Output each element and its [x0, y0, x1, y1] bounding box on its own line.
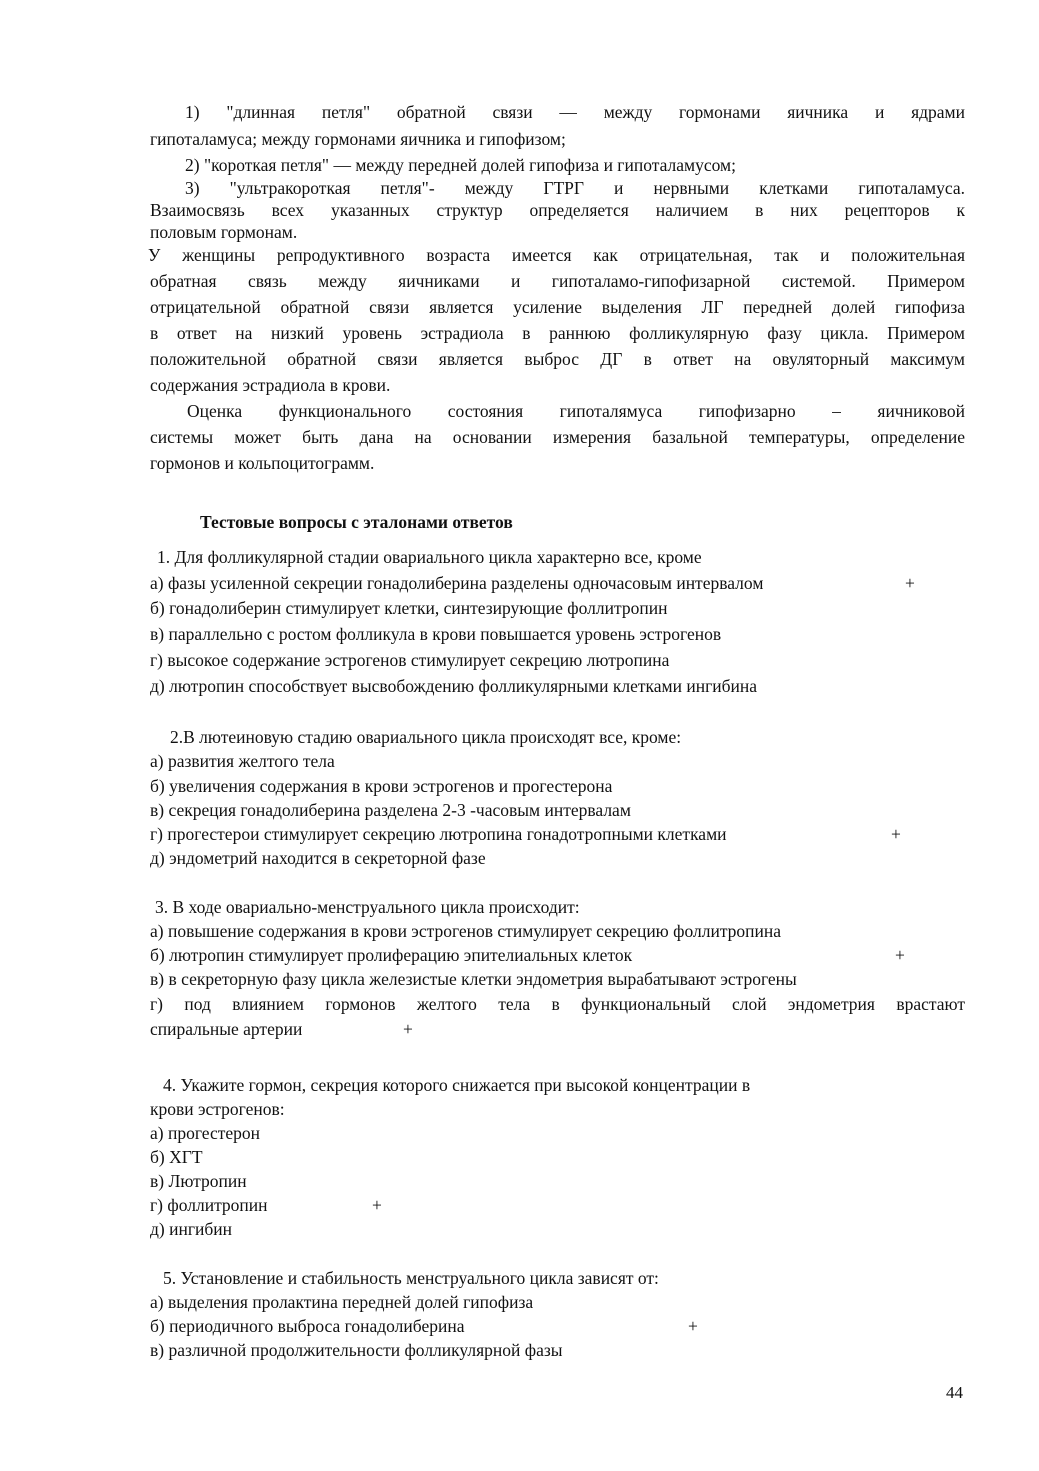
para2-line-2: системы может быть дана на основании измерения базальной температуры, определение: [150, 427, 965, 447]
para2-line-1: Оценка функционального состояния гипоталямуса гипофизарно – яичниковой: [187, 401, 965, 421]
q5-option-c: в) различной продолжительности фолликулярной фазы: [150, 1340, 563, 1360]
q4-question-line-1: 4. Укажите гормон, секреция которого снижается при высокой концентрации в: [163, 1075, 751, 1095]
q2-option-c: в) секреция гонадолиберина разделена 2-3 -часовым интервалам: [150, 800, 631, 820]
q1-option-d: г) высокое содержание эстрогенов стимулирует секрецию лютропина: [150, 650, 670, 670]
intro-line-3: 2) "короткая петля" — между передней долей гипофиза и гипоталамусом;: [185, 155, 736, 175]
q2-option-d: г) прогестерои стимулирует секрецию лютропина гонадотропными клетками: [150, 824, 727, 844]
q2-option-e: д) эндометрий находится в секреторной фазе: [150, 848, 486, 868]
para1-line-5: положительной обратной связи является выброс ДГ в ответ на овуляторный максимум: [150, 349, 965, 369]
para1-line-3: отрицательной обратной связи является усиление выделения ЛГ передней долей гипофиза: [150, 297, 965, 317]
q1-correct-mark: +: [905, 573, 915, 593]
q4-option-e: д) ингибин: [150, 1219, 233, 1239]
q1-option-c: в) параллельно с ростом фолликула в крови повышается уровень эстрогенов: [150, 624, 722, 644]
q4-question-line-2: крови эстрогенов:: [150, 1099, 285, 1119]
q5-question: 5. Установление и стабильность менструального цикла зависят от:: [163, 1268, 659, 1288]
q4-option-b: б) ХГТ: [150, 1147, 203, 1167]
q2-option-b: б) увеличения содержания в крови эстрогенов и прогестерона: [150, 776, 613, 796]
q5-option-a: а) выделения пролактина передней долей гипофиза: [150, 1292, 534, 1312]
q3-question: 3. В ходе овариально-менструального цикла происходит:: [155, 897, 580, 917]
q1-question: 1. Для фолликулярной стадии овариального цикла характерно все, кроме: [157, 547, 702, 567]
q3-option-d-line-2: спиральные артерии: [150, 1019, 303, 1039]
q4-correct-mark: +: [372, 1195, 382, 1215]
q1-option-e: д) лютропин способствует высвобождению фолликулярными клетками ингибина: [150, 676, 758, 696]
q4-option-a: а) прогестерон: [150, 1123, 261, 1143]
intro-line-4: 3) "ультракороткая петля"- между ГТРГ и нервными клетками гипоталамуса.: [185, 178, 965, 198]
q3-option-c: в) в секреторную фазу цикла железистые клетки эндометрия вырабатывают эстрогены: [150, 969, 797, 989]
para1-line-2: обратная связь между яичниками и гипоталамо-гипофизарной системой. Примером: [150, 271, 965, 291]
intro-line-2: гипоталамуса; между гормонами яичника и гипофизом;: [150, 129, 566, 149]
q3-correct-mark-d: +: [403, 1019, 413, 1039]
q2-correct-mark: +: [891, 824, 901, 844]
intro-line-5: Взаимосвязь всех указанных структур определяется наличием в них рецепторов к: [150, 200, 965, 220]
section-heading: Тестовые вопросы с эталонами ответов: [200, 512, 513, 532]
q1-option-a: а) фазы усиленной секреции гонадолиберина разделены одночасовым интервалом: [150, 573, 764, 593]
q1-option-b: б) гонадолиберин стимулирует клетки, синтезирующие фоллитропин: [150, 598, 668, 618]
q3-option-a: а) повышение содержания в крови эстрогенов стимулирует секрецию фоллитропина: [150, 921, 782, 941]
q3-correct-mark-b: +: [895, 945, 905, 965]
intro-line-6: половым гормонам.: [150, 222, 298, 242]
q3-option-b: б) лютропин стимулирует пролиферацию эпителиальных клеток: [150, 945, 633, 965]
para1-line-1: У женщины репродуктивного возраста имеется как отрицательная, так и положительная: [148, 245, 965, 265]
q2-question: 2.В лютеиновую стадию овариального цикла происходят все, кроме:: [170, 727, 682, 747]
para1-line-4: в ответ на низкий уровень эстрадиола в раннюю фолликулярную фазу цикла. Примером: [150, 323, 965, 343]
page-number: 44: [946, 1383, 963, 1402]
q4-option-d: г) фоллитропин: [150, 1195, 268, 1215]
q2-option-a: а) развития желтого тела: [150, 751, 335, 771]
para2-line-3: гормонов и кольпоцитограмм.: [150, 453, 375, 473]
intro-line-1: 1) "длинная петля" обратной связи — между гормонами яичника и ядрами: [185, 102, 965, 122]
para1-line-6: содержания эстрадиола в крови.: [150, 375, 391, 395]
q5-option-b: б) периодичного выброса гонадолиберина: [150, 1316, 465, 1336]
q4-option-c: в) Лютропин: [150, 1171, 247, 1191]
q3-option-d-line-1: г) под влиянием гормонов желтого тела в функциональный слой эндометрия врастают: [150, 994, 965, 1014]
q5-correct-mark: +: [688, 1316, 698, 1336]
